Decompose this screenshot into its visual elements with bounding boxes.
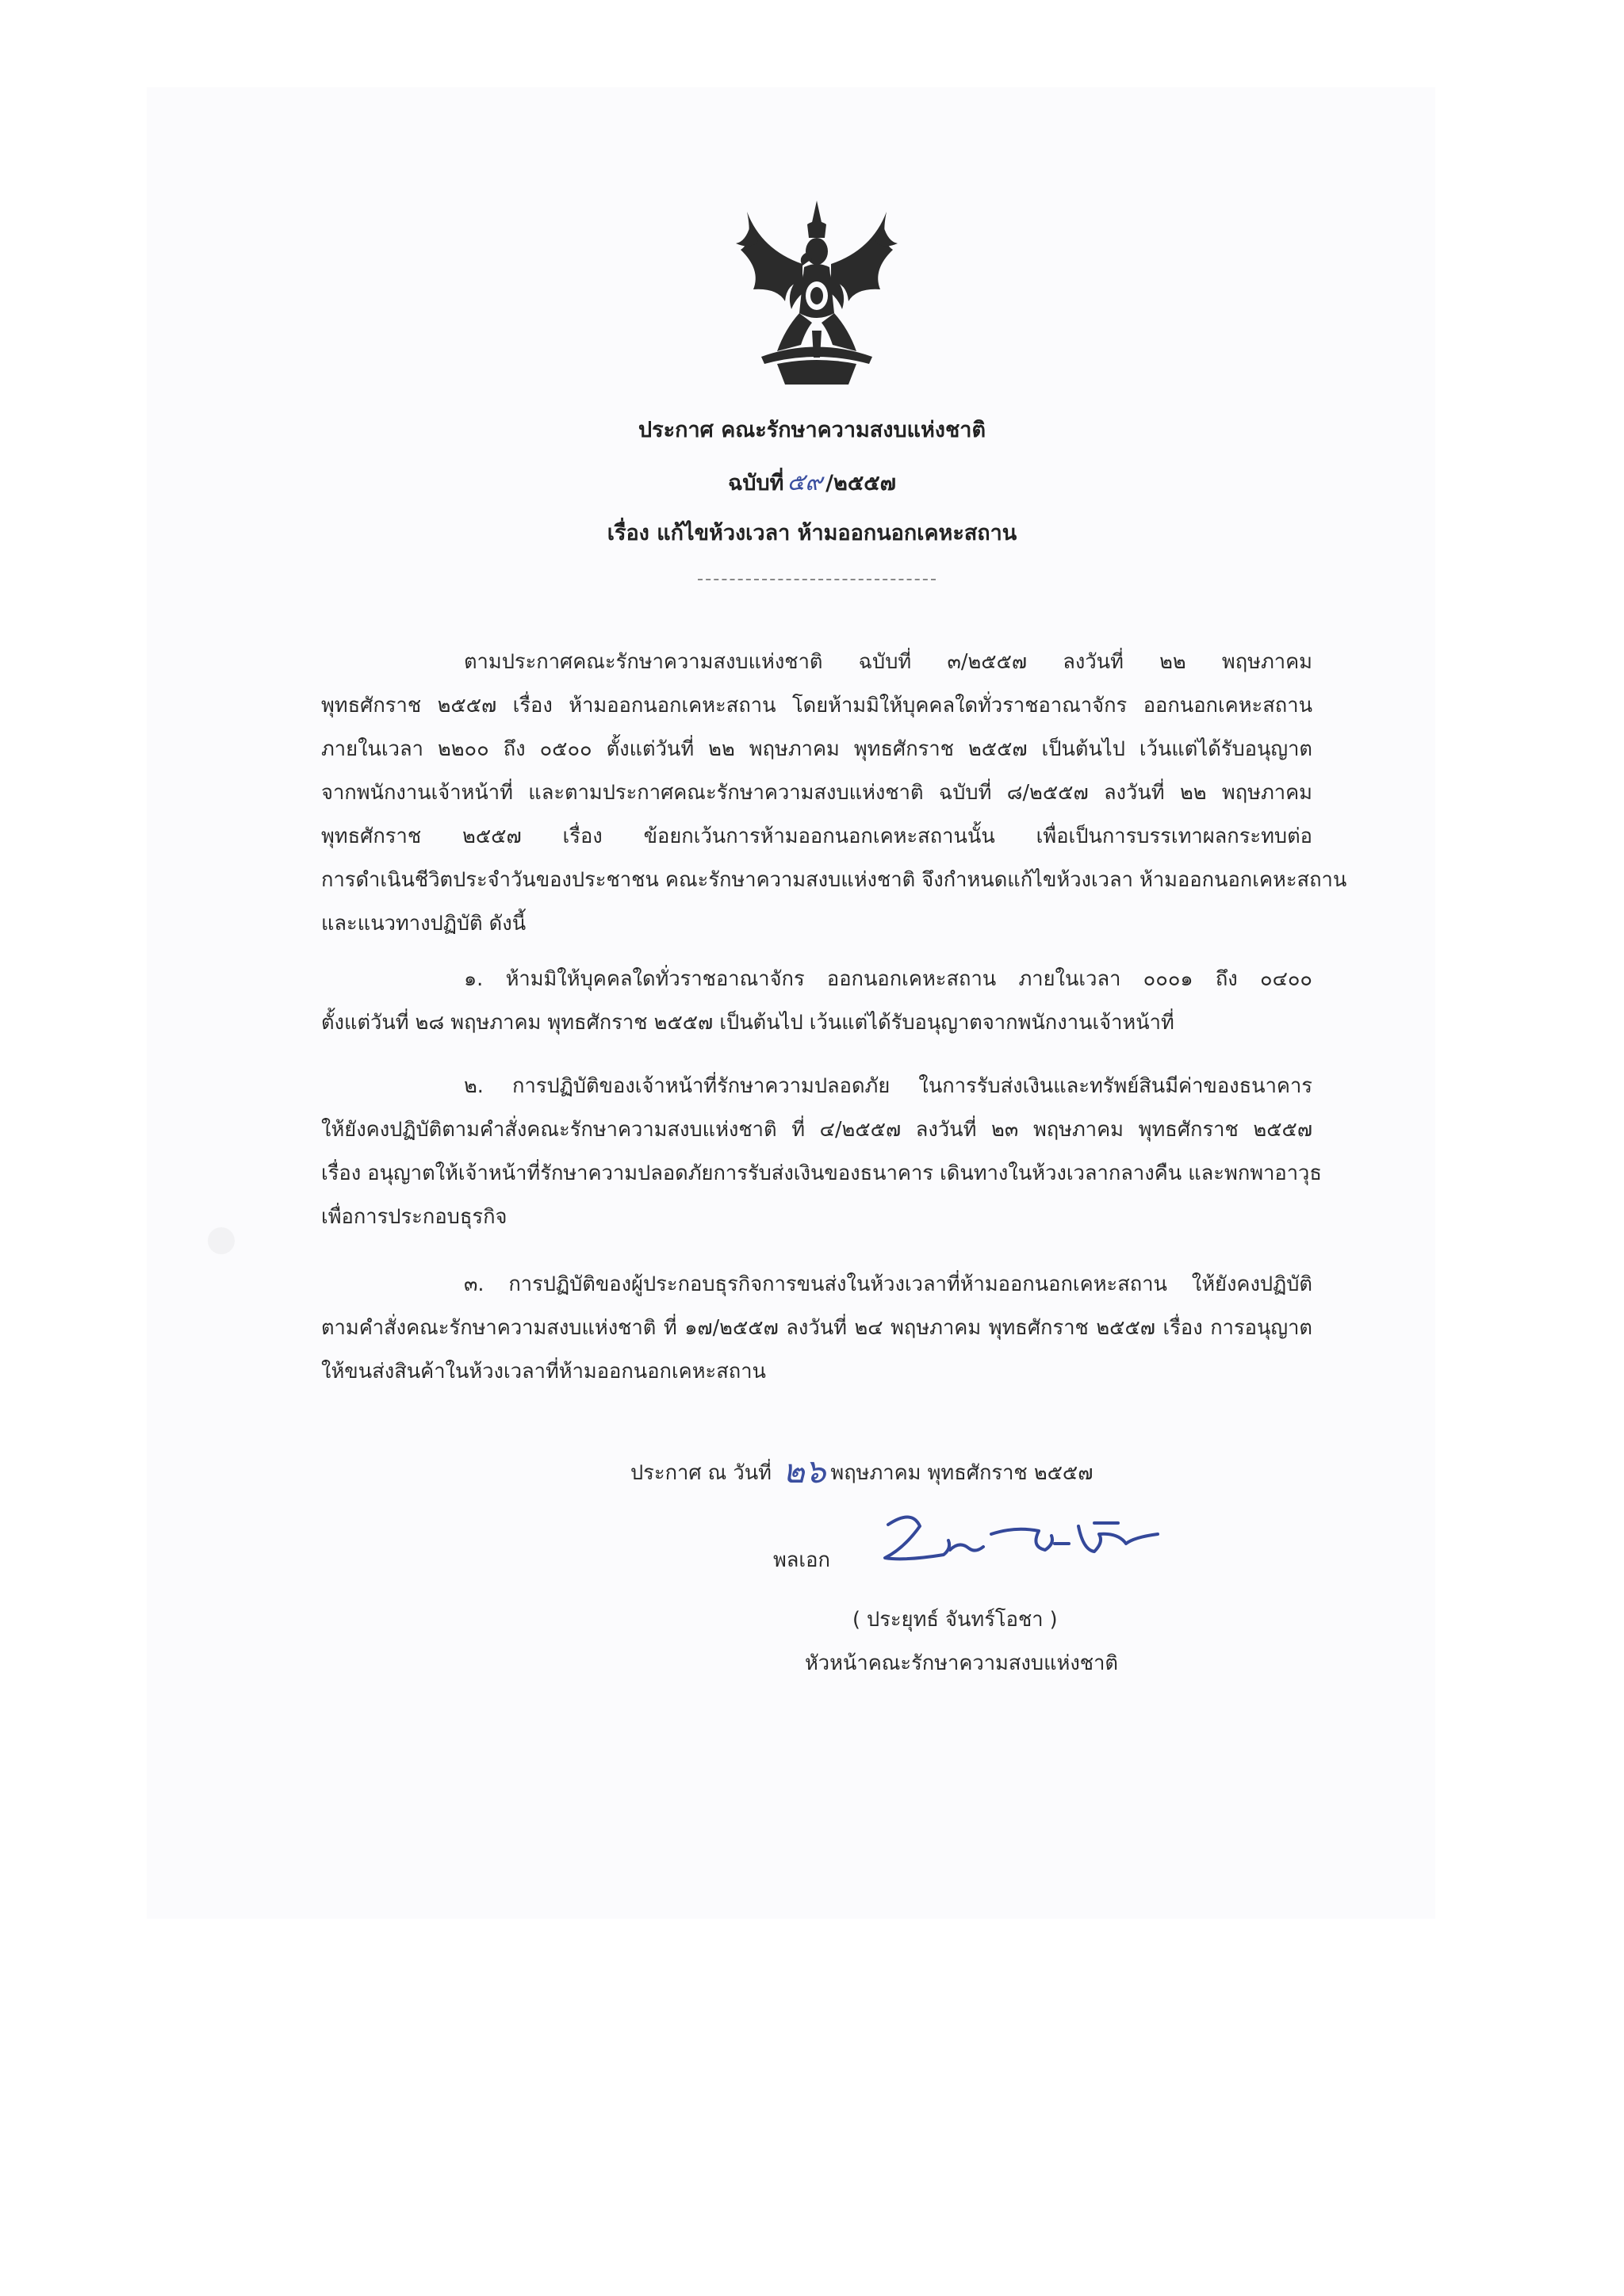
announcement-number	[0, 464, 1624, 501]
promulgation-prefix: ประกาศ ณ วันที่	[630, 1461, 772, 1485]
punch-hole	[208, 1227, 235, 1254]
number-prefix: ฉบับที่	[728, 471, 784, 496]
item2-line: เพื่อการประกอบธุรกิจ	[321, 1205, 508, 1229]
handwritten-number: ๕๙	[787, 469, 823, 496]
intro-line: จากพนักงานเจ้าหน้าที่ และตามประกาศคณะรักษาความสงบแห่งชาติ ฉบับที่ ๘/๒๕๕๗ ลงวันที่ ๒๒ พฤษภาคม	[321, 781, 1312, 805]
divider	[698, 579, 936, 580]
subject-line: เรื่อง แก้ไขห้วงเวลา ห้ามออกนอกเคหะสถาน	[607, 521, 1017, 545]
intro-line: ตามประกาศคณะรักษาความสงบแห่งชาติ ฉบับที่ ๓/๒๕๕๗ ลงวันที่ ๒๒ พฤษภาคม	[464, 650, 1312, 674]
item2-line: ๒. การปฏิบัติของเจ้าหน้าที่รักษาความปลอดภัย ในการรับส่งเงินและทรัพย์สินมีค่าของธนาคาร	[464, 1074, 1312, 1098]
promulgation-date	[630, 1445, 1093, 1498]
item2-line: ให้ยังคงปฏิบัติตามคำสั่งคณะรักษาความสงบแห่งชาติ ที่ ๔/๒๕๕๗ ลงวันที่ ๒๓ พฤษภาคม พุทธศักราช ๒๕๕๗	[321, 1118, 1312, 1142]
signatory-position: หัวหน้าคณะรักษาความสงบแห่งชาติ	[805, 1651, 1118, 1675]
promulgation-suffix: พฤษภาคม พุทธศักราช ๒๕๕๗	[830, 1461, 1094, 1485]
signatory-name: ( ประยุทธ์ จันทร์โอชา )	[852, 1608, 1058, 1632]
handwritten-day: ๒๖	[783, 1452, 826, 1490]
item3-line: ๓. การปฏิบัติของผู้ประกอบธุรกิจการขนส่งในห้วงเวลาที่ห้ามออกนอกเคหะสถาน ให้ยังคงปฏิบัติ	[464, 1272, 1312, 1296]
page-title: ประกาศ คณะรักษาความสงบแห่งชาติ	[638, 418, 986, 442]
garuda-emblem-icon	[730, 194, 904, 392]
item3-line: ให้ขนส่งสินค้าในห้วงเวลาที่ห้ามออกนอกเคหะสถาน	[321, 1360, 766, 1383]
number-suffix: /๒๕๕๗	[825, 471, 896, 496]
intro-line: พุทธศักราช ๒๕๕๗ เรื่อง ข้อยกเว้นการห้ามออกนอกเคหะสถานนั้น เพื่อเป็นการบรรเทาผลกระทบต่อ	[321, 825, 1312, 848]
item3-line: ตามคำสั่งคณะรักษาความสงบแห่งชาติ ที่ ๑๗/๒๕๕๗ ลงวันที่ ๒๔ พฤษภาคม พุทธศักราช ๒๕๕๗ เรื่อง การอนุญาต	[321, 1316, 1312, 1340]
item1-line: ๑. ห้ามมิให้บุคคลใดทั่วราชอาณาจักร ออกนอกเคหะสถาน ภายในเวลา ๐๐๐๑ ถึง ๐๔๐๐	[464, 967, 1312, 991]
intro-line: การดำเนินชีวิตประจำวันของประชาชน คณะรักษาความสงบแห่งชาติ จึงกำหนดแก้ไขห้วงเวลา ห้ามออกนอกเคหะสถาน	[321, 868, 1347, 892]
item2-line: เรื่อง อนุญาตให้เจ้าหน้าที่รักษาความปลอดภัยการรับส่งเงินของธนาคาร เดินทางในห้วงเวลากลางคืน และพกพาอาวุธ	[321, 1161, 1322, 1185]
intro-line: ภายในเวลา ๒๒๐๐ ถึง ๐๕๐๐ ตั้งแต่วันที่ ๒๒ พฤษภาคม พุทธศักราช ๒๕๕๗ เป็นต้นไป เว้นแต่ได้รับอนุญาต	[321, 737, 1312, 761]
item1-line: ตั้งแต่วันที่ ๒๘ พฤษภาคม พุทธศักราช ๒๕๕๗ เป็นต้นไป เว้นแต่ได้รับอนุญาตจากพนักงานเจ้าหน้าที่	[321, 1011, 1174, 1035]
signature-icon	[856, 1502, 1189, 1590]
signatory-rank: พลเอก	[773, 1548, 830, 1572]
intro-line: พุทธศักราช ๒๕๕๗ เรื่อง ห้ามออกนอกเคหะสถาน โดยห้ามมิให้บุคคลใดทั่วราชอาณาจักร ออกนอกเคหะสถาน	[321, 694, 1312, 718]
intro-line: และแนวทางปฏิบัติ ดังนี้	[321, 912, 527, 936]
